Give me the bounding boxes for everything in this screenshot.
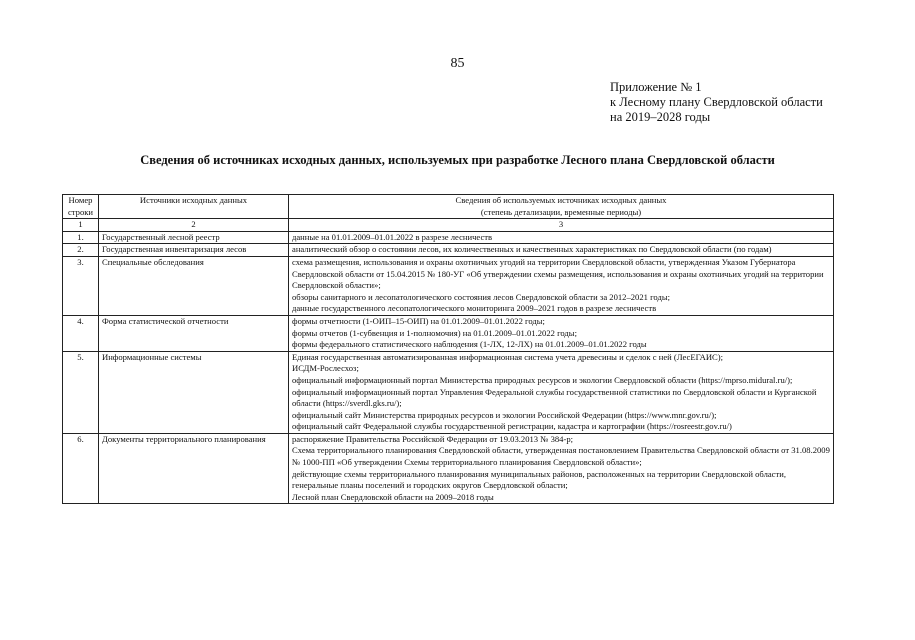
table-row	[63, 231, 834, 244]
row-info	[289, 256, 834, 315]
appendix-note	[610, 80, 823, 125]
info-entry: распоряжение Правительства Российской Федерации от 19.03.2013 № 384-р;	[292, 433, 574, 444]
info-entry: Единая государственная автоматизированная информационная система учета древесины и сделок с ней (ЛесЕГАИС);	[292, 351, 724, 362]
appendix-line-2: к Лесному плану Свердловской области	[610, 95, 823, 109]
table-body	[63, 231, 834, 504]
table-row	[63, 315, 834, 351]
info-entry: официальный сайт Министерства природных ресурсов и экологии Российской Федерации (https://www.mnr.gov.ru/);	[292, 409, 717, 420]
header-source: Источники исходных данных	[99, 195, 289, 219]
info-entry: официальный сайт Федеральной службы государственной регистрации, кадастра и картографии (https://rosreestr.gov.ru/)	[292, 421, 732, 432]
row-source: Информационные системы	[99, 351, 289, 433]
appendix-line-3: на 2019–2028 годы	[610, 110, 711, 124]
row-info	[289, 244, 834, 257]
header-info	[289, 195, 834, 219]
row-info	[289, 231, 834, 244]
row-number: 4.	[63, 315, 99, 351]
column-numbers-row	[63, 219, 834, 232]
row-number: 3.	[63, 256, 99, 315]
appendix-line-1: Приложение № 1	[610, 80, 702, 94]
header-number-line-1: Номер	[68, 195, 93, 205]
page-number: 85	[450, 56, 465, 71]
row-source: Документы территориального планирования	[99, 433, 289, 504]
sources-table	[62, 194, 834, 504]
row-source: Государственная инвентаризация лесов	[99, 244, 289, 257]
column-number-3: 3	[289, 219, 834, 232]
column-number-2: 2	[99, 219, 289, 232]
row-source: Специальные обследования	[99, 256, 289, 315]
header-number-line-2: строки	[67, 206, 94, 217]
table-row	[63, 351, 834, 433]
table-row	[63, 433, 834, 504]
info-entry: обзоры санитарного и лесопатологического состояния лесов Свердловской области за 2012–2021 годы;	[292, 291, 670, 302]
table-row	[63, 256, 834, 315]
row-number: 6.	[63, 433, 99, 504]
info-entry: ИСДМ-Рослесхоз;	[292, 363, 359, 374]
info-entry: официальный информационный портал Министерства природных ресурсов и экологии Свердловской области (https://mprso.midural.ru/);	[292, 374, 793, 385]
info-entry: формы отчетов (1-субвенция и 1-полномочия) на 01.01.2009–01.01.2022 годы;	[292, 327, 577, 338]
document-title: Сведения об источниках исходных данных, используемых при разработке Лесного плана Свердловской области	[140, 153, 775, 167]
row-info	[289, 351, 834, 433]
row-source: Форма статистической отчетности	[99, 315, 289, 351]
row-number: 1.	[63, 231, 99, 244]
info-entry: данные на 01.01.2009–01.01.2022 в разрезе лесничеств	[292, 231, 493, 242]
table-header-row	[63, 195, 834, 219]
row-source: Государственный лесной реестр	[99, 231, 289, 244]
header-info-line-1: Сведения об используемых источниках исходных данных	[455, 195, 667, 205]
row-number: 2.	[63, 244, 99, 257]
info-entry: действующие схемы территориального планирования муниципальных районов, расположенных на территории Свердловской области, генеральные планы поселений и городских округов Свердловской области;	[292, 468, 786, 491]
row-info	[289, 315, 834, 351]
header-info-line-2: (степень детализации, временные периоды)	[480, 206, 642, 217]
info-entry: официальный информационный портал Управления Федеральной службы государственной статистики по Свердловской области и Курганской области (https://sverdl.gks.ru/);	[292, 386, 817, 409]
table-row	[63, 244, 834, 257]
column-number-1: 1	[63, 219, 99, 232]
info-entry: схема размещения, использования и охраны охотничьих угодий на территории Свердловской области, утвержденная Указом Губернатора Свердловской области от 15.04.2015 № 180-УГ «Об утверждении схемы размещения, использования и охраны охотничьих угодий на территории Свердловской области»;	[292, 256, 824, 291]
info-entry: Схема территориального планирования Свердловской области, утвержденная постановлением Правительства Свердловской области от 31.08.2009 № 1000-ПП «Об утверждении Схемы территориального планирования Свердловской области»;	[292, 445, 830, 468]
header-number	[63, 195, 99, 219]
info-entry: Лесной план Свердловской области на 2009–2018 годы	[292, 491, 494, 502]
row-number: 5.	[63, 351, 99, 433]
info-entry: формы федерального статистического наблюдения (1-ЛХ, 12-ЛХ) на 01.01.2009–01.01.2022 годы	[292, 339, 647, 350]
info-entry: формы отчетности (1-ОИП–15-ОИП) на 01.01.2009–01.01.2022 годы;	[292, 315, 545, 326]
info-entry: аналитический обзор о состоянии лесов, их количественных и качественных характеристиках по Свердловской области (по годам)	[292, 244, 772, 255]
info-entry: данные государственного лесопатологического мониторинга 2009–2021 годов в разрезе лесничеств	[292, 303, 657, 314]
row-info	[289, 433, 834, 504]
